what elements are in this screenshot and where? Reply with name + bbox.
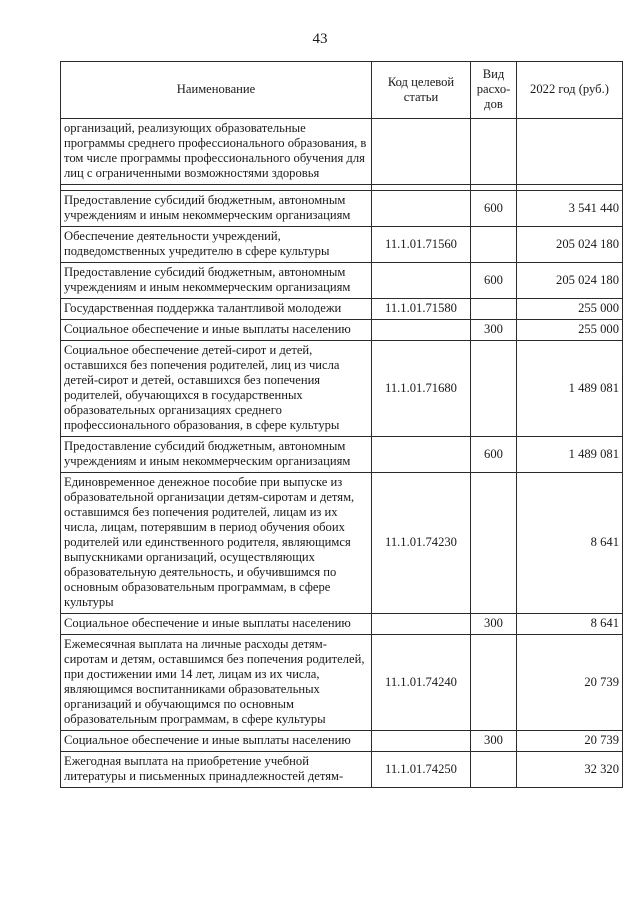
table-row [61, 635, 623, 731]
row-code: 11.1.01.74250 [372, 752, 471, 788]
row-type [471, 119, 517, 185]
row-code [372, 731, 471, 752]
header-name: Наименование [61, 62, 372, 119]
row-name: Предоставление субсидий бюджетным, автономным учреждениям и иным некоммерческим организациям [61, 437, 372, 473]
budget-table [60, 61, 623, 788]
row-type [471, 473, 517, 614]
row-type: 600 [471, 437, 517, 473]
row-amount: 205 024 180 [517, 263, 623, 299]
row-name: Ежегодная выплата на приобретение учебной литературы и письменных принадлежностей детям- [61, 752, 372, 788]
row-name: Предоставление субсидий бюджетным, автономным учреждениям и иным некоммерческим организациям [61, 263, 372, 299]
row-code: 11.1.01.71580 [372, 299, 471, 320]
row-amount: 20 739 [517, 635, 623, 731]
row-type [471, 227, 517, 263]
row-name: организаций, реализующих образовательные программы среднего профессионального образования, в том числе программы профессионального обучения для лиц с ограниченными возможностями здоровья [61, 119, 372, 185]
row-code [372, 614, 471, 635]
row-type [471, 752, 517, 788]
table-header-row [61, 62, 623, 119]
table-row [61, 119, 623, 185]
row-type: 600 [471, 263, 517, 299]
table-row [61, 614, 623, 635]
row-code: 11.1.01.74230 [372, 473, 471, 614]
table-row [61, 752, 623, 788]
table-row [61, 191, 623, 227]
row-code: 11.1.01.71560 [372, 227, 471, 263]
row-code [372, 191, 471, 227]
row-code [372, 437, 471, 473]
header-code: Код целевой статьи [372, 62, 471, 119]
table-row [61, 263, 623, 299]
header-type: Вид расхо-дов [471, 62, 517, 119]
page-number: 43 [312, 31, 328, 47]
row-name: Социальное обеспечение детей-сирот и детей, оставшихся без попечения родителей, лиц из числа детей-сирот и детей, оставшихся без попечения родителей, обучающихся в государственных образовательных организациях среднего профессионального образования, в сфере культуры [61, 341, 372, 437]
row-name: Ежемесячная выплата на личные расходы детям-сиротам и детям, оставшимся без попечения родителей, при достижении ими 14 лет, лицам из их числа, являющимся воспитанниками образовательных организаций и обучающимся по основным образовательным программам, в сфере культуры [61, 635, 372, 731]
row-code [372, 263, 471, 299]
row-name: Предоставление субсидий бюджетным, автономным учреждениям и иным некоммерческим организациям [61, 191, 372, 227]
row-name: Единовременное денежное пособие при выпуске из образовательной организации детям-сиротам и детям, оставшимся без попечения родителей, лицам из их числа, лицам, потерявшим в период обучения обоих родителей или единственного родителя, являющимся выпускниками организаций, осуществляющих образовательную деятельность, и обучившимся по основным образовательным программам, в сфере культуры [61, 473, 372, 614]
row-name: Государственная поддержка талантливой молодежи [61, 299, 372, 320]
row-type [471, 341, 517, 437]
row-name: Обеспечение деятельности учреждений, подведомственных учредителю в сфере культуры [61, 227, 372, 263]
row-code [372, 119, 471, 185]
row-amount: 255 000 [517, 320, 623, 341]
table-row [61, 437, 623, 473]
row-type [471, 635, 517, 731]
row-code: 11.1.01.71680 [372, 341, 471, 437]
table-row [61, 299, 623, 320]
row-amount: 1 489 081 [517, 437, 623, 473]
row-amount: 205 024 180 [517, 227, 623, 263]
row-type [471, 299, 517, 320]
table-row [61, 473, 623, 614]
row-amount: 3 541 440 [517, 191, 623, 227]
row-amount: 32 320 [517, 752, 623, 788]
row-amount: 1 489 081 [517, 341, 623, 437]
row-amount: 255 000 [517, 299, 623, 320]
row-type: 300 [471, 731, 517, 752]
row-amount: 20 739 [517, 731, 623, 752]
row-code [372, 320, 471, 341]
row-amount: 8 641 [517, 473, 623, 614]
row-code: 11.1.01.74240 [372, 635, 471, 731]
table-row [61, 731, 623, 752]
row-type: 300 [471, 614, 517, 635]
row-name: Социальное обеспечение и иные выплаты населению [61, 614, 372, 635]
row-amount [517, 119, 623, 185]
table-row [61, 320, 623, 341]
table-row [61, 227, 623, 263]
row-type: 300 [471, 320, 517, 341]
row-type: 600 [471, 191, 517, 227]
header-amount: 2022 год (руб.) [517, 62, 623, 119]
row-amount: 8 641 [517, 614, 623, 635]
row-name: Социальное обеспечение и иные выплаты населению [61, 320, 372, 341]
table-row [61, 341, 623, 437]
row-name: Социальное обеспечение и иные выплаты населению [61, 731, 372, 752]
